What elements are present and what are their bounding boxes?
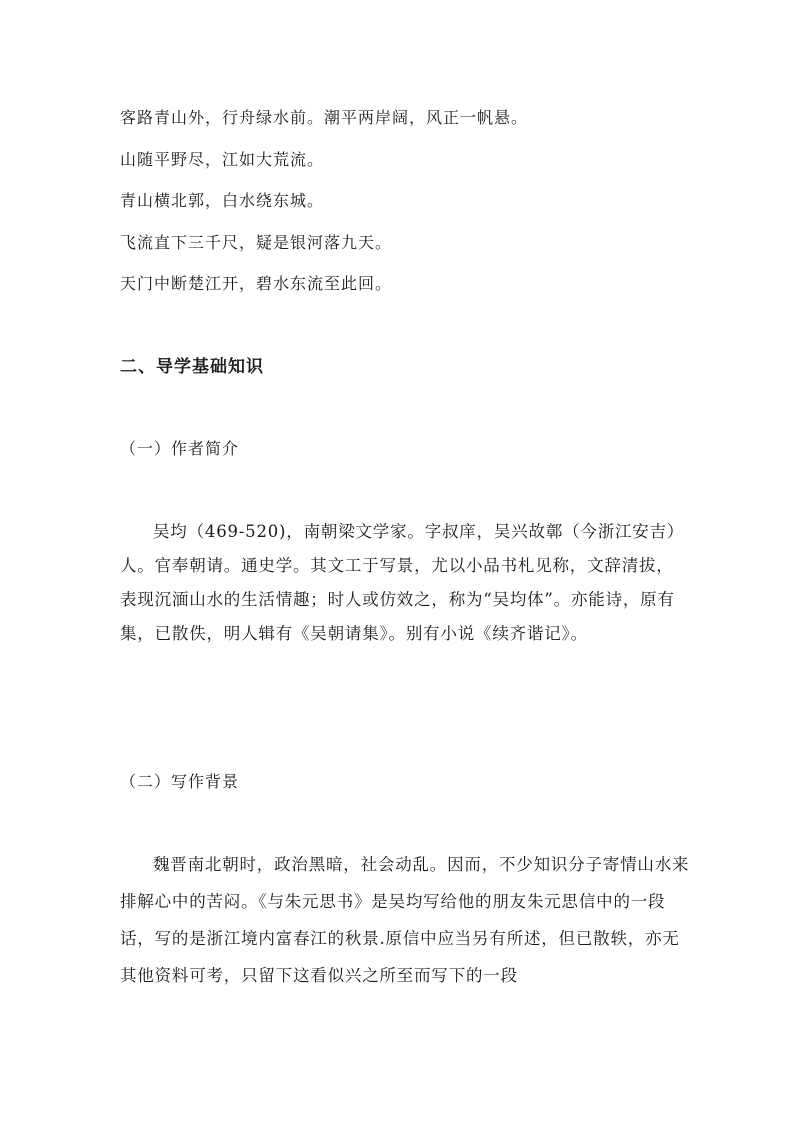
poem-line-3: 青山横北郭，白水绕东城。 [120,191,325,210]
section-title: 二、导学基础知识 [120,357,264,377]
author-paragraph [120,515,690,651]
poem-line-2: 山随平野尽，江如大荒流。 [120,150,325,169]
background-paragraph-text: 魏晋南北朝时，政治黑暗，社会动乱。因而，不少知识分子寄情山水来排解心中的苦闷。《与朱元思书》是吴均写给他的朋友朱元思信中的一段话，写的是浙江境内富春江的秋景.原信中应当另有所述，但已散轶，亦无其他资料可考，只留下这看似兴之所至而写下的一段 [120,855,690,985]
background-heading: （二）写作背景 [120,772,240,791]
author-heading: （一）作者简介 [120,439,240,458]
poem-line-1: 客路青山外，行舟绿水前。潮平两岸阔，风正一帆悬。 [120,108,529,127]
author-paragraph-text: 吴均（469-520)，南朝梁文学家。字叔庠，吴兴故鄣（今浙江安吉）人。官奉朝请。通史学。其文工于写景，尤以小品书札见称，文辞清拔，表现沉湎山水的生活情趣；时人或仿效之，称为“吴均体”。亦能诗，原有集，已散佚，明人辑有《吴朝请集》。别有小说《续齐谐记》。 [120,522,685,643]
poem-line-4: 飞流直下三千尺，疑是银河落九天。 [120,233,393,252]
background-paragraph [120,846,690,1026]
poem-line-5: 天门中断楚江开，碧水东流至此回。 [120,274,393,293]
